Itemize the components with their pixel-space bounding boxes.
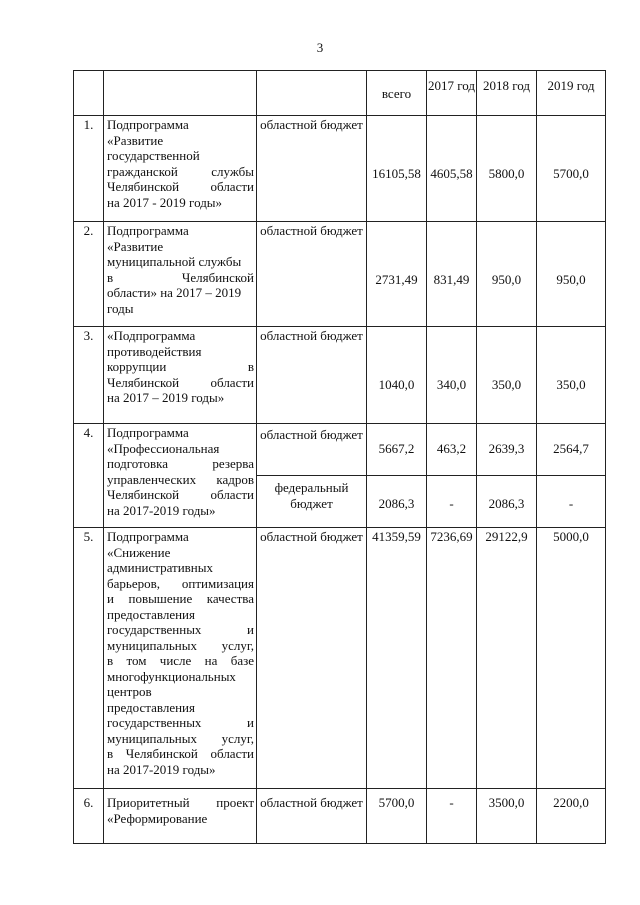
header-cell-2018: 2018 год: [477, 71, 537, 116]
value-total: 2731,49: [367, 222, 427, 327]
program-name-line: области» на 2017 – 2019: [107, 285, 242, 300]
row-number: 6.: [74, 789, 104, 844]
header-cell-total: всего: [367, 71, 427, 116]
value-2019: 2564,7: [537, 424, 606, 476]
program-name-line: Подпрограмма: [107, 117, 189, 132]
header-cell-source: [257, 71, 367, 116]
program-name: [104, 424, 257, 528]
value-total: 16105,58: [367, 116, 427, 222]
program-name-line: Подпрограмма: [107, 529, 189, 544]
program-name-line: барьеров, оптимизация: [107, 575, 254, 591]
value-2017: -: [427, 476, 477, 528]
program-name-line: подготовка резерва: [107, 456, 254, 471]
header-cell-2017: 2017 год: [427, 71, 477, 116]
row-number: 3.: [74, 327, 104, 424]
program-name-line: управленческих кадров: [107, 471, 254, 487]
program-name-line: коррупции в: [107, 359, 254, 374]
program-name-line: государственных и: [107, 715, 254, 730]
program-name-line: предоставления: [107, 606, 195, 622]
program-name-line: государственных и: [107, 622, 254, 637]
program-name-line: Подпрограмма: [107, 223, 189, 238]
funding-source: областной бюджет: [257, 424, 367, 476]
program-name-line: центров: [107, 684, 152, 699]
value-2019: 5000,0: [537, 528, 606, 789]
program-name-line: в Челябинской области: [107, 746, 254, 761]
table-row: [74, 789, 606, 844]
value-2018: 2086,3: [477, 476, 537, 528]
program-name-line: муниципальных услуг,: [107, 637, 254, 653]
program-name-line: муниципальных услуг,: [107, 730, 254, 746]
row-number: 1.: [74, 116, 104, 222]
header-cell-2019: 2019 год: [537, 71, 606, 116]
value-2019: 350,0: [537, 327, 606, 424]
value-total: 1040,0: [367, 327, 427, 424]
value-total: 5667,2: [367, 424, 427, 476]
program-name-line: гражданской службы: [107, 163, 254, 179]
program-name-line: предоставления: [107, 699, 195, 715]
header-cell-name: [104, 71, 257, 116]
program-name-line: «Профессиональная: [107, 440, 220, 456]
funding-source: областной бюджет: [257, 327, 367, 424]
value-2018: 350,0: [477, 327, 537, 424]
program-name-line: на 2017-2019 годы»: [107, 761, 216, 777]
program-name-line: и повышение качества: [107, 591, 254, 606]
value-total: 2086,3: [367, 476, 427, 528]
value-2019: -: [537, 476, 606, 528]
value-2018: 2639,3: [477, 424, 537, 476]
funding-source: областной бюджет: [257, 528, 367, 789]
header-cell-number: [74, 71, 104, 116]
funding-source: областной бюджет: [257, 116, 367, 222]
program-name-line: годы: [107, 300, 134, 316]
program-name-line: в том числе на базе: [107, 653, 254, 668]
value-2018: 3500,0: [477, 789, 537, 844]
funding-source: областной бюджет: [257, 789, 367, 844]
value-2017: 4605,58: [427, 116, 477, 222]
table-row: [74, 424, 606, 476]
program-name-line: на 2017 – 2019 годы»: [107, 390, 225, 405]
row-number: 2.: [74, 222, 104, 327]
program-name-line: государственной: [107, 148, 200, 163]
program-name-line: «Развитие: [107, 238, 164, 254]
program-name-line: многофункциональных: [107, 668, 236, 684]
program-name-line: муниципальной службы: [107, 254, 242, 269]
value-total: 5700,0: [367, 789, 427, 844]
table-row: [74, 116, 606, 222]
program-name-line: «Реформирование: [107, 810, 208, 826]
funding-source: федеральный бюджет: [257, 476, 367, 528]
program-name-line: Подпрограмма: [107, 425, 189, 440]
program-name-line: Челябинской области: [107, 487, 254, 502]
row-number: 4.: [74, 424, 104, 528]
value-2019: 950,0: [537, 222, 606, 327]
value-2017: 340,0: [427, 327, 477, 424]
program-name-line: в Челябинской: [107, 269, 254, 285]
program-name-line: административных: [107, 560, 213, 575]
program-name: [104, 222, 257, 327]
program-name-line: Приоритетный проект: [107, 795, 254, 810]
value-2017: 7236,69: [427, 528, 477, 789]
program-name-line: «Снижение: [107, 544, 171, 560]
program-name: [104, 116, 257, 222]
table-row: [74, 528, 606, 789]
program-name: [104, 528, 257, 789]
program-name-line: Челябинской области: [107, 179, 254, 194]
funding-source: областной бюджет: [257, 222, 367, 327]
value-2018: 5800,0: [477, 116, 537, 222]
program-name-line: Челябинской области: [107, 374, 254, 390]
table-row: [74, 327, 606, 424]
value-2018: 950,0: [477, 222, 537, 327]
row-number: 5.: [74, 528, 104, 789]
value-2019: 2200,0: [537, 789, 606, 844]
value-total: 41359,59: [367, 528, 427, 789]
value-2019: 5700,0: [537, 116, 606, 222]
program-name: [104, 789, 257, 844]
page-number: 3: [316, 40, 324, 55]
program-name-line: на 2017 - 2019 годы»: [107, 194, 223, 210]
program-name: [104, 327, 257, 424]
value-2017: 831,49: [427, 222, 477, 327]
value-2018: 29122,9: [477, 528, 537, 789]
value-2017: -: [427, 789, 477, 844]
value-2017: 463,2: [427, 424, 477, 476]
program-name-line: на 2017-2019 годы»: [107, 502, 216, 518]
header-row: [74, 71, 606, 116]
program-name-line: противодействия: [107, 343, 202, 359]
program-name-line: «Развитие: [107, 132, 164, 148]
table-row: [74, 222, 606, 327]
budget-table: [73, 70, 606, 844]
program-name-line: «Подпрограмма: [107, 328, 196, 343]
